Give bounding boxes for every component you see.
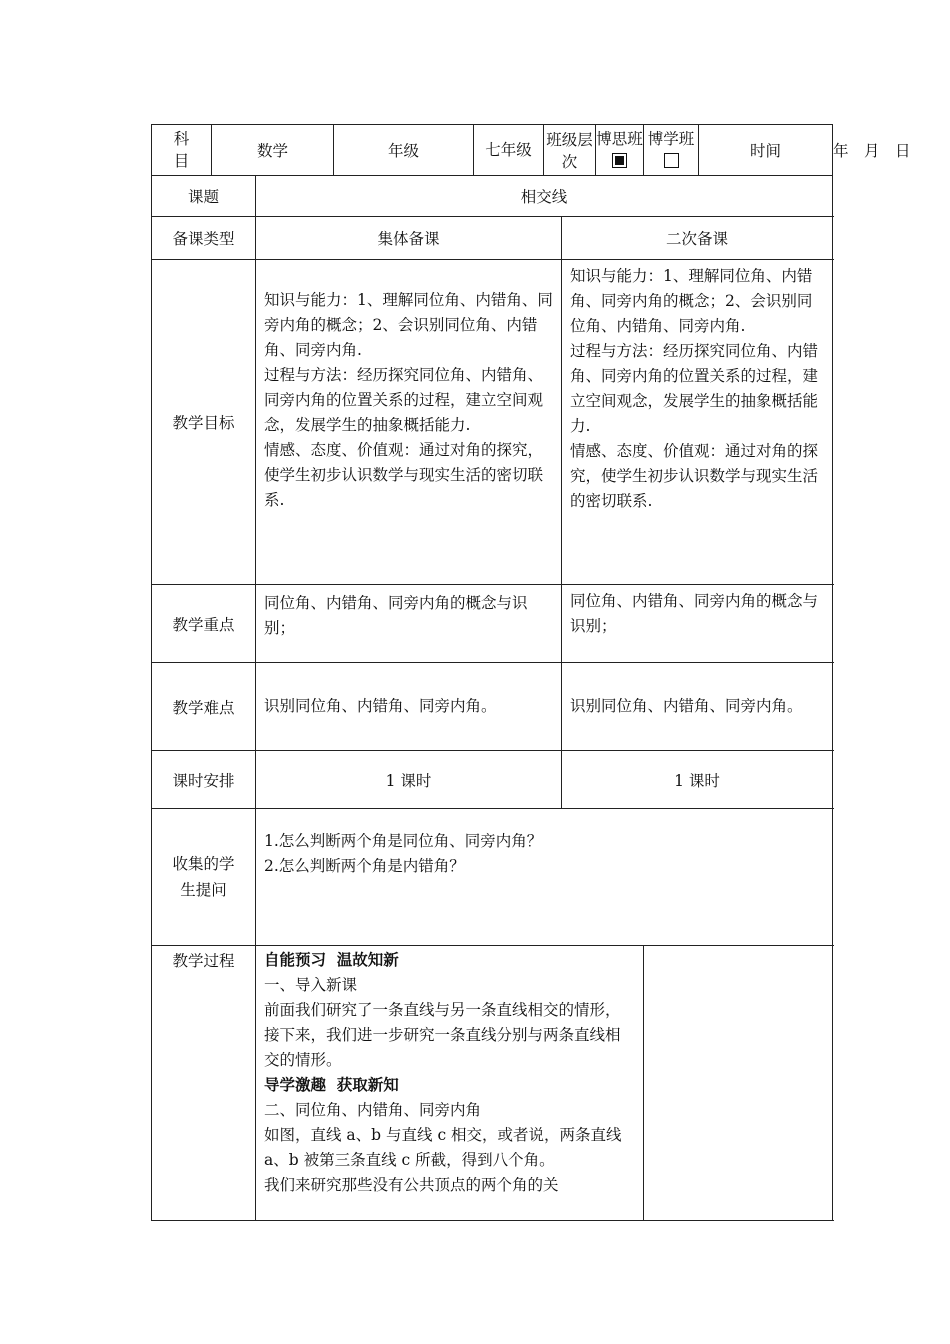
schedule-row bbox=[152, 751, 833, 809]
prep-collective: 集体备课 bbox=[256, 217, 562, 260]
time-label: 时间 bbox=[699, 125, 833, 176]
subject-label: 科目 bbox=[152, 125, 212, 176]
process-paragraph-2: 如图，直线 a、b 与直线 c 相交，或者说，两条直线 a、b 被第三条直线 c 所截，得到八个角。 bbox=[264, 1126, 622, 1169]
questions-content bbox=[256, 809, 833, 946]
process-row bbox=[152, 946, 833, 1221]
key-points-right: 同位角、内错角、同旁内角的概念与识别； bbox=[562, 585, 833, 663]
difficulties-label: 教学难点 bbox=[152, 663, 256, 751]
process-heading-1: 自能预习 温故知新 bbox=[264, 951, 399, 969]
class-boxue-label: 博学班 bbox=[647, 130, 695, 148]
prep-type-label: 备课类型 bbox=[152, 217, 256, 260]
header-row: 科目 数学 年级 七年级 班级层次 博思班 博学班 时间 年 月 日 bbox=[152, 125, 833, 176]
objectives-left: 知识与能力：1、理解同位角、内错角、同旁内角的概念；2、会识别同位角、内错角、同旁内角. 过程与方法：经历探究同位角、内错角、同旁内角的位置关系的过程，建立空间观念，发展学生的抽象概括能力. 情感、态度、价值观：通过对角的探究，使学生初步认识数学与现实生活的密切联系. bbox=[256, 260, 562, 585]
topic-row bbox=[152, 176, 833, 217]
difficulties-left: 识别同位角、内错角、同旁内角。 bbox=[256, 663, 562, 751]
key-points-left: 同位角、内错角、同旁内角的概念与识别； bbox=[256, 585, 562, 663]
level-label: 班级层次 bbox=[544, 125, 596, 176]
schedule-right: 1 课时 bbox=[562, 751, 833, 809]
topic-value: 相交线 bbox=[256, 176, 833, 217]
class-boxue-option[interactable] bbox=[644, 125, 699, 176]
objectives-right: 知识与能力：1、理解同位角、内错角、同旁内角的概念；2、会识别同位角、内错角、同旁内角. 过程与方法：经历探究同位角、内错角、同旁内角的位置关系的过程，建立空间观念，发展学生的抽象概括能力. 情感、态度、价值观：通过对角的探究，使学生初步认识数学与现实生活的密切联系. bbox=[562, 260, 833, 585]
question-item: 1.怎么判断两个角是同位角、同旁内角？ bbox=[264, 832, 543, 850]
topic-label: 课题 bbox=[152, 176, 256, 217]
class-bosi-label: 博思班 bbox=[596, 130, 643, 148]
key-points-label: 教学重点 bbox=[152, 585, 256, 663]
process-section-2: 二、同位角、内错角、同旁内角 bbox=[264, 1101, 482, 1119]
lesson-plan-table bbox=[151, 124, 911, 1221]
questions-label: 收集的学生提问 bbox=[152, 809, 256, 946]
grade-label: 年级 bbox=[334, 125, 474, 176]
process-paragraph-3: 我们来研究那些没有公共顶点的两个角的关 bbox=[264, 1176, 559, 1194]
process-paragraph-1: 前面我们研究了一条直线与另一条直线相交的情形，接下来，我们进一步研究一条直线分别与两条直线相交的情形。 bbox=[264, 1001, 621, 1069]
key-points-row bbox=[152, 585, 833, 663]
difficulties-row bbox=[152, 663, 833, 751]
subject-value: 数学 bbox=[212, 125, 334, 176]
process-label: 教学过程 bbox=[152, 946, 256, 1221]
objectives-label: 教学目标 bbox=[152, 260, 256, 585]
question-item: 2.怎么判断两个角是内错角？ bbox=[264, 857, 465, 875]
prep-type-row bbox=[152, 217, 833, 260]
class-bosi-checkbox[interactable] bbox=[612, 153, 627, 168]
schedule-left: 1 课时 bbox=[256, 751, 562, 809]
process-heading-2: 导学激趣 获取新知 bbox=[264, 1076, 399, 1094]
questions-row bbox=[152, 809, 833, 946]
prep-secondary: 二次备课 bbox=[562, 217, 833, 260]
grade-value: 七年级 bbox=[474, 125, 544, 176]
class-boxue-checkbox[interactable] bbox=[664, 153, 679, 168]
process-notes bbox=[644, 946, 833, 1221]
process-section-1: 一、导入新课 bbox=[264, 976, 358, 994]
difficulties-right: 识别同位角、内错角、同旁内角。 bbox=[562, 663, 833, 751]
objectives-row bbox=[152, 260, 833, 585]
schedule-label: 课时安排 bbox=[152, 751, 256, 809]
class-bosi-option[interactable] bbox=[596, 125, 644, 176]
process-content bbox=[256, 946, 644, 1221]
